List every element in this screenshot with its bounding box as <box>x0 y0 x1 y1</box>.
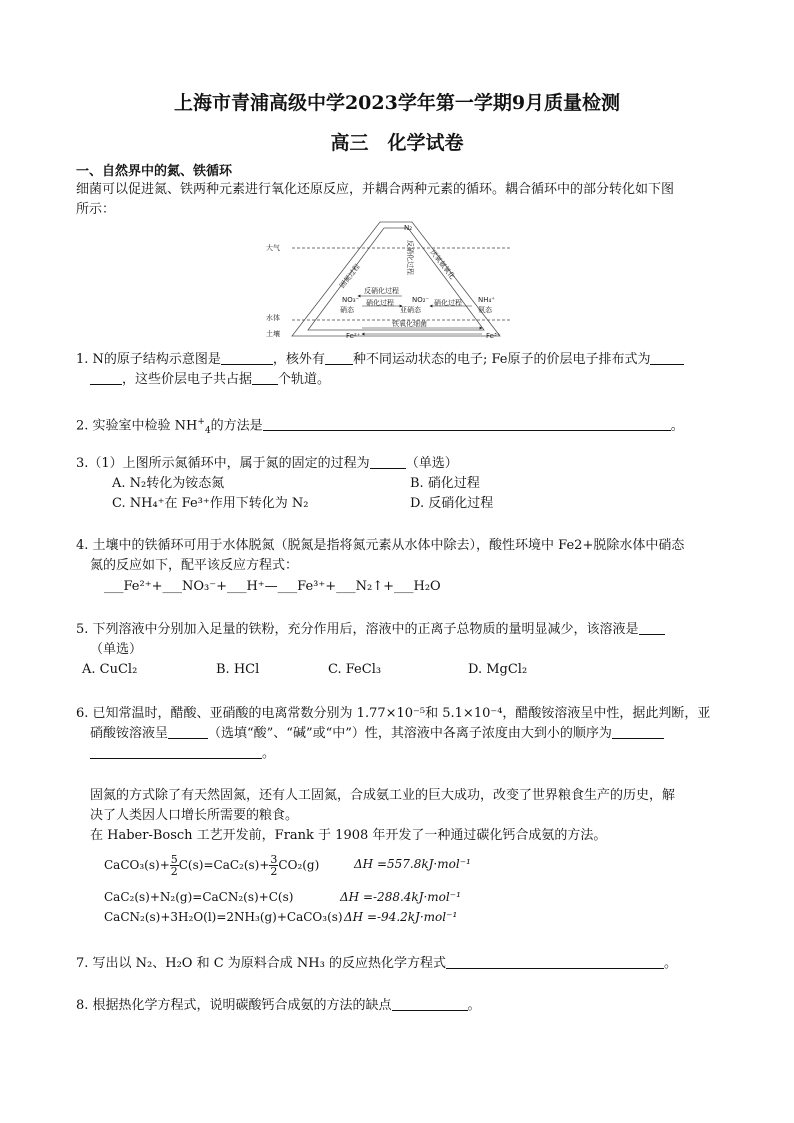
question-3-option-c[interactable]: C. NH₄⁺在 Fe³⁺作用下转化为 N₂ <box>112 496 309 511</box>
equation-3: CaCN₂(s)+3H₂O(l)=2NH₃(g)+CaCO₃(s) <box>104 910 343 924</box>
label-atmosphere: 大气 <box>266 244 280 252</box>
answer-blank[interactable] <box>612 724 664 739</box>
answer-blank[interactable] <box>90 370 122 385</box>
passage-line-1: 固氮的方式除了有天然固氮，还有人工固氮，合成氨工业的巨大成功，改变了世界粮食生产的历史，解 <box>90 788 676 803</box>
question-4-equation: ___Fe²⁺+___NO₃⁻+___H⁺—___Fe³⁺+___N₂↑+___H₂O <box>104 579 441 594</box>
passage-line-3: 在 Haber-Bosch 工艺开发前，Frank 于 1908 年开发了一种通过碳化钙合成氨的方法。 <box>90 828 607 843</box>
question-5-option-d[interactable]: D. MgCl₂ <box>468 662 528 677</box>
page-title: 上海市青浦高级中学2023学年第一学期9月质量检测 <box>173 92 621 114</box>
equation-1-enthalpy: ΔH =557.8kJ·mol⁻¹ <box>354 857 471 871</box>
label-fe2: Fe²⁺ <box>346 332 361 340</box>
question-5-option-c[interactable]: C. FeCl₃ <box>328 662 382 677</box>
answer-blank[interactable] <box>446 954 664 969</box>
equation-2: CaC₂(s)+N₂(g)=CaCN₂(s)+C(s) <box>104 890 294 904</box>
answer-blank[interactable] <box>221 350 273 365</box>
passage-line-2: 决了人类因人口增长所需要的粮食。 <box>90 808 299 823</box>
question-5-option-a[interactable]: A. CuCl₂ <box>82 662 138 677</box>
intro-line-1: 细菌可以促进氮、铁两种元素进行氧化还原反应，并耦合两种元素的循环。耦合循环中的部分转化如下图 <box>76 182 675 197</box>
question-1-line-2: ，这些价层电子共占据 个轨道。 <box>90 370 330 390</box>
section-heading: 一、自然界中的氮、铁循环 <box>76 164 233 179</box>
question-3-option-d[interactable]: D. 反硝化过程 <box>410 496 494 511</box>
answer-blank[interactable] <box>370 454 406 469</box>
label-nitrification-1: 硝化过程 <box>366 299 394 307</box>
label-nitrification-2: 硝化过程 <box>434 299 462 307</box>
question-6-line-1: 6. 已知常温时，醋酸、亚硝酸的电离常数分别为 1.77×10⁻⁵和 5.1×10⁻⁴，醋酸铵溶液呈中性，据此判断，亚 <box>76 706 711 721</box>
label-fixation: 固氮过程 <box>338 262 362 290</box>
question-7: 7. 写出以 N₂、H₂O 和 C 为原料合成 NH₃ 的反应热化学方程式 。 <box>76 956 678 971</box>
label-n2: N₂ <box>404 224 413 232</box>
equation-3-enthalpy: ΔH =-94.2kJ·mol⁻¹ <box>344 910 458 924</box>
label-anammox: 厌氧氨氧化 <box>428 248 457 281</box>
question-5-option-b[interactable]: B. HCl <box>216 662 260 677</box>
answer-blank[interactable] <box>263 416 671 431</box>
page-subtitle: 高三 化学试卷 <box>330 132 464 154</box>
answer-blank[interactable] <box>168 724 208 739</box>
label-no2: NO₂⁻ <box>412 296 430 304</box>
question-1-line-1: 1. N的原子结构示意图是 ，核外有 种不同运动状态的电子; Fe原子的价层电子排布式为 <box>76 350 684 370</box>
intro-line-2: 所示： <box>76 202 116 217</box>
answer-blank[interactable] <box>650 350 684 365</box>
label-denitrification-vertical: 反硝化过程 <box>406 240 414 275</box>
question-4-line-1: 4. 土壤中的铁循环可用于水体脱氮（脱氮是指将氮元素从水体中除去），酸性环境中 Fe2+脱除水体中硝态 <box>76 538 685 553</box>
answer-blank[interactable] <box>325 350 353 365</box>
label-soil: 土壤 <box>266 330 280 338</box>
equation-2-enthalpy: ΔH =-288.4kJ·mol⁻¹ <box>340 890 461 904</box>
label-nh4-state: 氨态 <box>478 306 492 314</box>
nitrogen-iron-cycle-diagram <box>262 216 512 344</box>
question-4-line-2: 氮的反应如下，配平该反应方程式： <box>90 558 299 573</box>
question-6-line-3: 。 <box>90 744 275 764</box>
label-no2-state: 亚硝态 <box>400 306 421 314</box>
question-3-stem: 3.（1）上图所示氮循环中，属于氮的固定的过程为 （单选） <box>76 456 458 471</box>
answer-blank[interactable] <box>252 370 278 385</box>
question-5-line-1: 5. 下列溶液中分别加入足量的铁粉，充分作用后，溶液中的正离子总物质的量明显减少，该溶液是 <box>76 620 665 640</box>
question-8: 8. 根据热化学方程式，说明碳酸钙合成氨的方法的缺点 。 <box>76 998 481 1013</box>
question-5-line-2: （单选） <box>90 642 143 657</box>
question-3-option-b[interactable]: B. 硝化过程 <box>410 476 480 491</box>
label-iron-bacteria: 铁氧化细菌 <box>392 320 427 328</box>
equation-1: CaCO₃(s)+ $\frac{5}{2}$ C(s)=CaC₂(s)+ $\frac{3}{2}$ CO₂(g) <box>104 853 320 878</box>
label-fe3: Fe³⁺ <box>486 332 501 340</box>
question-3-option-a[interactable]: A. N₂转化为铵态氮 <box>112 476 225 491</box>
label-no3: NO₃⁻ <box>342 296 360 304</box>
label-water: 水体 <box>266 314 280 322</box>
answer-blank[interactable] <box>90 744 262 759</box>
question-2: 2. 实验室中检验 $NH^+_4$的方法是 。 <box>76 417 684 436</box>
label-nh4: NH₄⁺ <box>478 296 496 304</box>
answer-blank[interactable] <box>392 996 468 1011</box>
answer-blank[interactable] <box>639 620 665 635</box>
label-denitrification: 反硝化过程 <box>364 287 399 295</box>
question-6-line-2: 硝酸铵溶液呈 （选填“酸”、“碱”或“中”）性，其溶液中各离子浓度由大到小的顺序为 <box>90 724 664 744</box>
label-no3-state: 硝态 <box>340 306 354 314</box>
